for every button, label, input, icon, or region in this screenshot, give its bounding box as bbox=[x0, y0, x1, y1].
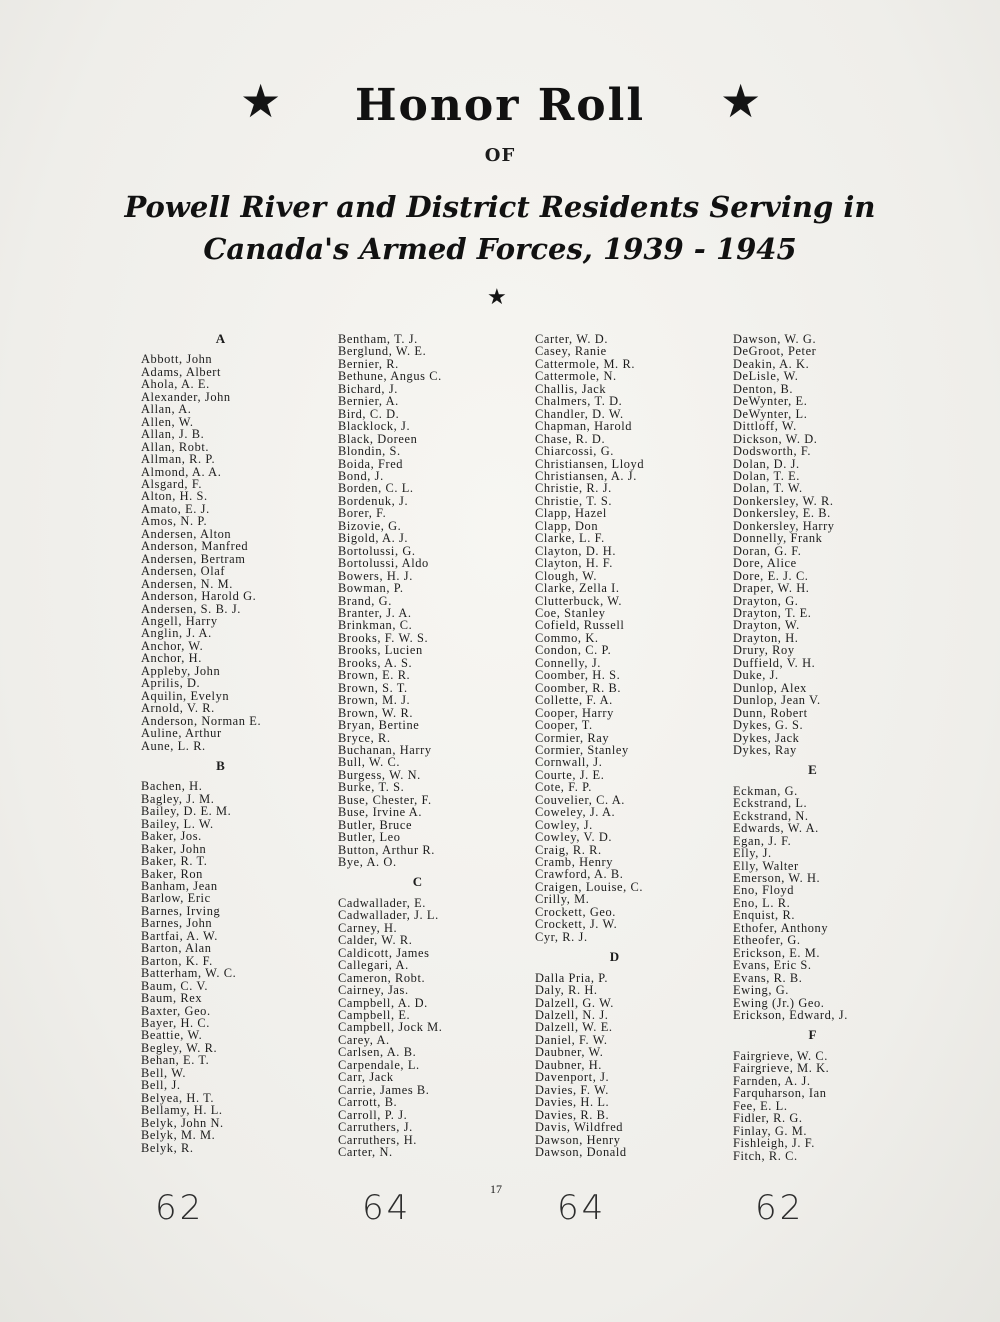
list-item: Appleby, John bbox=[141, 663, 221, 678]
list-item: Christiansen, Lloyd bbox=[535, 456, 645, 471]
list-item: Dalla Pria, P. bbox=[535, 970, 609, 985]
list-item: Barton, Alan bbox=[141, 941, 212, 956]
list-item: Dore, E. J. C. bbox=[733, 568, 809, 583]
list-item: DeWynter, E. bbox=[733, 394, 808, 409]
list-item: Dawson, Donald bbox=[535, 1145, 627, 1159]
list-item: Boida, Fred bbox=[338, 456, 404, 471]
list-item: Donkersley, W. R. bbox=[733, 493, 834, 508]
page-title: Honor Roll bbox=[354, 80, 646, 131]
list-item: Aquilin, Evelyn bbox=[141, 688, 230, 703]
list-item: Dalzell, N. J. bbox=[535, 1008, 609, 1023]
list-item: Alsgard, F. bbox=[141, 476, 203, 491]
list-item: Campbell, A. D. bbox=[338, 995, 428, 1010]
list-item: Egan, J. F. bbox=[733, 833, 792, 848]
list-item: Donkersley, Harry bbox=[733, 518, 835, 533]
list-item: Buse, Irvine A. bbox=[338, 805, 423, 820]
list-item: Alton, H. S. bbox=[141, 489, 208, 504]
list-item: Baum, C. V. bbox=[141, 978, 209, 993]
list-item: Brown, W. R. bbox=[338, 705, 414, 720]
list-item: Carroll, P. J. bbox=[338, 1107, 408, 1122]
list-item: Dunn, Robert bbox=[733, 705, 808, 720]
list-item: Butler, Bruce bbox=[338, 817, 413, 832]
list-item: Anderson, Norman E. bbox=[141, 713, 262, 728]
list-item: Allen, W. bbox=[141, 414, 194, 429]
list-item: Belyk, M. M. bbox=[141, 1128, 216, 1143]
list-item: Branter, J. A. bbox=[338, 605, 412, 620]
list-item: Clutterbuck, W. bbox=[535, 593, 623, 608]
names-column-2 bbox=[338, 333, 528, 1158]
list-item: Baxter, Geo. bbox=[141, 1003, 211, 1018]
list-item: Almond, A. A. bbox=[141, 464, 222, 479]
list-item: Crawford, A. B. bbox=[535, 867, 624, 882]
list-item: Davies, H. L. bbox=[535, 1095, 610, 1110]
list-item: Bryan, Bertine bbox=[338, 718, 420, 733]
list-item: Crockett, Geo. bbox=[535, 904, 617, 919]
list-item: Coomber, H. S. bbox=[535, 668, 621, 683]
list-item: Anchor, W. bbox=[141, 638, 204, 653]
list-item: Dodsworth, F. bbox=[733, 444, 812, 459]
list-item: Dalzell, G. W. bbox=[535, 995, 614, 1010]
list-item: Borden, C. L. bbox=[338, 481, 414, 496]
list-item: Connelly, J. bbox=[535, 655, 601, 670]
star-icon: ★ bbox=[487, 285, 507, 310]
list-item: Coomber, R. B. bbox=[535, 680, 622, 695]
list-item: Aune, L. R. bbox=[141, 738, 206, 753]
list-item: Berglund, W. E. bbox=[338, 344, 427, 359]
list-item: Button, Arthur R. bbox=[338, 842, 435, 857]
list-item: Anderson, Manfred bbox=[141, 539, 249, 554]
list-item: Barnes, Irving bbox=[141, 903, 221, 918]
list-item: DeWynter, L. bbox=[733, 406, 808, 421]
list-item: Fairgrieve, W. C. bbox=[733, 1048, 828, 1063]
list-item: Buchanan, Harry bbox=[338, 742, 432, 757]
list-item: Bowman, P. bbox=[338, 581, 404, 596]
list-item: Christiansen, A. J. bbox=[535, 468, 637, 483]
list-item: Caldicott, James bbox=[338, 945, 430, 960]
list-item: Casey, Ranie bbox=[535, 344, 607, 359]
list-item: Cooper, T. bbox=[535, 718, 593, 733]
list-item: Cowley, J. bbox=[535, 817, 593, 832]
list-item: Dykes, Ray bbox=[733, 742, 797, 757]
list-item: Carrie, James B. bbox=[338, 1082, 430, 1097]
list-item: Ahola, A. E. bbox=[141, 377, 210, 392]
list-item: Barton, K. F. bbox=[141, 953, 213, 968]
handwritten-count: 62 bbox=[755, 1188, 805, 1228]
list-item: Coe, Stanley bbox=[535, 605, 606, 620]
list-item: Erickson, Edward, J. bbox=[733, 1008, 848, 1023]
names-column-4 bbox=[733, 333, 923, 1162]
list-item: Crilly, M. bbox=[535, 892, 590, 907]
list-item: Campbell, E. bbox=[338, 1008, 411, 1023]
list-item: Carey, A. bbox=[338, 1032, 390, 1047]
list-item: Buse, Chester, F. bbox=[338, 792, 432, 807]
list-item: Cadwallader, E. bbox=[338, 895, 426, 910]
names-column-3 bbox=[535, 333, 725, 1158]
list-item: Eckstrand, L. bbox=[733, 796, 808, 811]
list-item: Baker, R. T. bbox=[141, 854, 208, 869]
list-item: Brooks, A. S. bbox=[338, 655, 413, 670]
list-item: Dolan, T. E. bbox=[733, 468, 800, 483]
list-item: Davies, R. B. bbox=[535, 1107, 610, 1122]
list-item: Batterham, W. C. bbox=[141, 966, 237, 981]
list-item: Couvelier, C. A. bbox=[535, 792, 625, 807]
list-item: Allan, Robt. bbox=[141, 439, 210, 454]
list-item: Abbott, John bbox=[141, 352, 213, 367]
list-item: Carruthers, H. bbox=[338, 1132, 417, 1147]
section-letter: B bbox=[216, 757, 226, 773]
list-item: Allan, J. B. bbox=[141, 427, 205, 442]
star-icon: ★ bbox=[720, 74, 762, 128]
section-letter: D bbox=[609, 949, 621, 965]
list-item: Bentham, T. J. bbox=[338, 332, 418, 346]
list-item: Farnden, A. J. bbox=[733, 1073, 811, 1088]
list-item: Bird, C. D. bbox=[338, 406, 400, 421]
list-item: Dolan, T. W. bbox=[733, 481, 803, 496]
list-item: Alexander, John bbox=[141, 389, 231, 404]
list-item: Andersen, Alton bbox=[141, 526, 232, 541]
list-item: Bailey, L. W. bbox=[141, 816, 214, 831]
list-item: Clough, W. bbox=[535, 568, 598, 583]
list-item: Cameron, Robt. bbox=[338, 970, 426, 985]
list-item: Clapp, Hazel bbox=[535, 506, 607, 521]
list-item: Drayton, W. bbox=[733, 618, 800, 633]
list-item: Clayton, D. H. bbox=[535, 543, 617, 558]
list-item: Emerson, W. H. bbox=[733, 871, 821, 886]
list-item: Dykes, G. S. bbox=[733, 718, 804, 733]
list-item: Andersen, Olaf bbox=[141, 564, 226, 579]
handwritten-count: 62 bbox=[155, 1188, 205, 1228]
list-item: Ethofer, Anthony bbox=[733, 920, 829, 935]
list-item: Carter, N. bbox=[338, 1145, 393, 1159]
list-item: Bethune, Angus C. bbox=[338, 369, 442, 384]
list-item: Fishleigh, J. F. bbox=[733, 1136, 815, 1151]
list-item: Brooks, Lucien bbox=[338, 643, 423, 658]
list-item: Courte, J. E. bbox=[535, 767, 605, 782]
list-item: Daubner, H. bbox=[535, 1057, 603, 1072]
list-item: Cramb, Henry bbox=[535, 855, 614, 870]
list-item: Fairgrieve, M. K. bbox=[733, 1061, 830, 1076]
star-icon: ★ bbox=[240, 74, 282, 128]
list-item: Chase, R. D. bbox=[535, 431, 606, 446]
list-item: Eckstrand, N. bbox=[733, 808, 809, 823]
list-item: Dykes, Jack bbox=[733, 730, 800, 745]
list-item: Christie, T. S. bbox=[535, 493, 613, 508]
list-item: Evans, Eric S. bbox=[733, 958, 812, 973]
list-item: Barnes, John bbox=[141, 916, 213, 931]
list-item: Daniel, F. W. bbox=[535, 1032, 608, 1047]
list-item: Edwards, W. A. bbox=[733, 821, 819, 836]
list-item: Ewing, G. bbox=[733, 983, 789, 998]
list-item: Brown, S. T. bbox=[338, 680, 408, 695]
list-item: Dickson, W. D. bbox=[733, 431, 818, 446]
list-item: Bellamy, H. L. bbox=[141, 1103, 223, 1118]
list-item: Bryce, R. bbox=[338, 730, 391, 745]
list-item: Davies, F. W. bbox=[535, 1082, 609, 1097]
list-item: Chiarcossi, G. bbox=[535, 444, 614, 459]
list-item: Dawson, W. G. bbox=[733, 332, 817, 346]
list-item: Burgess, W. N. bbox=[338, 767, 421, 782]
list-item: Bichard, J. bbox=[338, 381, 398, 396]
list-item: Chalmers, T. D. bbox=[535, 394, 623, 409]
list-item: Craigen, Louise, C. bbox=[535, 879, 644, 894]
list-item: Anglin, J. A. bbox=[141, 626, 212, 641]
list-item: Carrott, B. bbox=[338, 1095, 398, 1110]
list-item: Cormier, Stanley bbox=[535, 742, 629, 757]
list-item: Christie, R. J. bbox=[535, 481, 612, 496]
list-item: Enquist, R. bbox=[733, 908, 796, 923]
list-item: Clapp, Don bbox=[535, 518, 599, 533]
list-item: Fidler, R. G. bbox=[733, 1111, 803, 1126]
list-item: Dolan, D. J. bbox=[733, 456, 800, 471]
list-item: Carter, W. D. bbox=[535, 332, 609, 346]
list-item: Collette, F. A. bbox=[535, 693, 613, 708]
list-item: Condon, C. P. bbox=[535, 643, 612, 658]
list-item: Belyk, John N. bbox=[141, 1115, 224, 1130]
list-item: Etheofer, G. bbox=[733, 933, 801, 948]
list-item: Bond, J. bbox=[338, 468, 384, 483]
list-item: Craig, R. R. bbox=[535, 842, 602, 857]
list-item: Donkersley, E. B. bbox=[733, 506, 831, 521]
list-item: Arnold, V. R. bbox=[141, 701, 215, 716]
list-item: Bizovie, G. bbox=[338, 518, 402, 533]
list-item: Belyea, H. T. bbox=[141, 1090, 215, 1105]
list-item: Daubner, W. bbox=[535, 1045, 604, 1060]
list-item: Andersen, Bertram bbox=[141, 551, 246, 566]
list-item: Cattermole, M. R. bbox=[535, 356, 636, 371]
list-item: Clarke, L. F. bbox=[535, 531, 605, 546]
title-row bbox=[0, 74, 1000, 138]
list-item: Bowers, H. J. bbox=[338, 568, 413, 583]
list-item: Clayton, H. F. bbox=[535, 556, 613, 571]
list-item: Cairney, Jas. bbox=[338, 983, 409, 998]
list-item: Bell, W. bbox=[141, 1065, 187, 1080]
list-item: Drury, Roy bbox=[733, 643, 795, 658]
list-item: Davenport, J. bbox=[535, 1070, 610, 1085]
list-item: Carruthers, J. bbox=[338, 1120, 413, 1135]
list-item: Fee, E. L. bbox=[733, 1098, 788, 1113]
list-item: Challis, Jack bbox=[535, 381, 607, 396]
list-item: Amos, N. P. bbox=[141, 514, 208, 529]
subtitle-line-1: Powell River and District Residents Serving in bbox=[124, 190, 876, 224]
list-item: Callegari, A. bbox=[338, 958, 409, 973]
list-item: Brown, E. R. bbox=[338, 668, 411, 683]
list-item: Bordenuk, J. bbox=[338, 493, 409, 508]
list-item: Baker, John bbox=[141, 841, 207, 856]
list-item: Cofield, Russell bbox=[535, 618, 625, 633]
section-letter: C bbox=[412, 874, 424, 890]
list-item: Bell, J. bbox=[141, 1078, 181, 1093]
list-item: Carney, H. bbox=[338, 920, 398, 935]
list-item: Aprilis, D. bbox=[141, 676, 201, 691]
list-item: Farquharson, Ian bbox=[733, 1086, 827, 1101]
list-item: Baker, Ron bbox=[141, 866, 203, 881]
list-item: Brooks, F. W. S. bbox=[338, 630, 429, 645]
list-item: DeLisle, W. bbox=[733, 369, 799, 384]
list-item: Erickson, E. M. bbox=[733, 945, 821, 960]
list-item: Bagley, J. M. bbox=[141, 791, 215, 806]
list-item: Auline, Arthur bbox=[141, 726, 222, 741]
list-item: Bachen, H. bbox=[141, 779, 203, 794]
list-item: Campbell, Jock M. bbox=[338, 1020, 443, 1035]
list-item: Cowley, V. D. bbox=[535, 830, 613, 845]
list-item: Amato, E. J. bbox=[141, 501, 210, 516]
list-item: Eckman, G. bbox=[733, 783, 798, 798]
list-item: Drayton, H. bbox=[733, 630, 799, 645]
list-item: Doran, G. F. bbox=[733, 543, 802, 558]
list-item: Elly, Walter bbox=[733, 858, 799, 873]
list-item: Bernier, A. bbox=[338, 394, 399, 409]
list-item: Bortolussi, Aldo bbox=[338, 556, 429, 571]
list-item: Cornwall, J. bbox=[535, 755, 603, 770]
list-item: Baker, Jos. bbox=[141, 829, 202, 844]
list-item: Carlsen, A. B. bbox=[338, 1045, 417, 1060]
list-item: Commo, K. bbox=[535, 630, 599, 645]
list-item: Brown, M. J. bbox=[338, 693, 411, 708]
list-item: Dunlop, Jean V. bbox=[733, 693, 821, 708]
list-item: Eno, Floyd bbox=[733, 883, 795, 898]
list-item: DeGroot, Peter bbox=[733, 344, 817, 359]
list-item: Andersen, N. M. bbox=[141, 576, 233, 591]
list-item: Cattermole, N. bbox=[535, 369, 617, 384]
list-item: Begley, W. R. bbox=[141, 1040, 218, 1055]
list-item: Bigold, A. J. bbox=[338, 531, 409, 546]
list-item: Dittloff, W. bbox=[733, 419, 797, 434]
names-column-1 bbox=[141, 333, 331, 1154]
section-letter: E bbox=[808, 762, 818, 778]
list-item: Bartfai, A. W. bbox=[141, 928, 218, 943]
list-item: Draper, W. H. bbox=[733, 581, 810, 596]
list-item: Duffield, V. H. bbox=[733, 655, 816, 670]
list-item: Eno, L. R. bbox=[733, 895, 791, 910]
list-item: Carr, Jack bbox=[338, 1070, 394, 1085]
list-item: Bailey, D. E. M. bbox=[141, 804, 232, 819]
section-letter: A bbox=[215, 331, 227, 346]
list-item: Bayer, H. C. bbox=[141, 1016, 210, 1031]
list-item: Drayton, G. bbox=[733, 593, 799, 608]
list-item: Angell, Harry bbox=[141, 613, 218, 628]
list-item: Allman, R. P. bbox=[141, 452, 216, 467]
list-item: Evans, R. B. bbox=[733, 970, 803, 985]
list-item: Black, Doreen bbox=[338, 431, 418, 446]
list-item: Anderson, Harold G. bbox=[141, 589, 257, 604]
list-item: Bye, A. O. bbox=[338, 855, 397, 870]
list-item: Bull, W. C. bbox=[338, 755, 401, 770]
list-item: Allan, A. bbox=[141, 402, 192, 417]
list-item: Dalzell, W. E. bbox=[535, 1020, 613, 1035]
list-item: Banham, Jean bbox=[141, 879, 218, 894]
list-item: Bernier, R. bbox=[338, 356, 399, 371]
list-item: Carpendale, L. bbox=[338, 1057, 420, 1072]
list-item: Ewing (Jr.) Geo. bbox=[733, 995, 825, 1010]
list-item: Crockett, J. W. bbox=[535, 917, 618, 932]
list-item: Chandler, D. W. bbox=[535, 406, 624, 421]
list-item: Chapman, Harold bbox=[535, 419, 633, 434]
list-item: Duke, J. bbox=[733, 668, 779, 683]
list-item: Denton, B. bbox=[733, 381, 794, 396]
list-item: Adams, Albert bbox=[141, 364, 222, 379]
list-item: Blacklock, J. bbox=[338, 419, 411, 434]
list-item: Daly, R. H. bbox=[535, 983, 598, 998]
subtitle-line-2: Canada's Armed Forces, 1939 - 1945 bbox=[203, 232, 797, 266]
list-item: Borer, F. bbox=[338, 506, 387, 521]
list-item: Coweley, J. A. bbox=[535, 805, 616, 820]
list-item: Butler, Leo bbox=[338, 830, 401, 845]
list-item: Cormier, Ray bbox=[535, 730, 610, 745]
list-item: Brinkman, C. bbox=[338, 618, 413, 633]
list-item: Belyk, R. bbox=[141, 1140, 194, 1155]
list-item: Cooper, Harry bbox=[535, 705, 614, 720]
list-item: Anchor, H. bbox=[141, 651, 202, 666]
list-item: Cote, F. P. bbox=[535, 780, 592, 795]
list-item: Dawson, Henry bbox=[535, 1132, 621, 1147]
page-number: 17 bbox=[490, 1182, 502, 1196]
list-item: Clarke, Zella I. bbox=[535, 581, 620, 596]
list-item: Baum, Rex bbox=[141, 991, 203, 1006]
list-item: Finlay, G. M. bbox=[733, 1123, 808, 1138]
list-item: Dore, Alice bbox=[733, 556, 797, 571]
list-item: Cyr, R. J. bbox=[535, 929, 588, 944]
list-item: Fitch, R. C. bbox=[733, 1148, 798, 1163]
list-item: Deakin, A. K. bbox=[733, 356, 810, 371]
list-item: Barlow, Eric bbox=[141, 891, 211, 906]
handwritten-count: 64 bbox=[362, 1188, 412, 1228]
list-item: Blondin, S. bbox=[338, 444, 401, 459]
list-item: Davis, Wildfred bbox=[535, 1120, 624, 1135]
list-item: Brand, G. bbox=[338, 593, 392, 608]
list-item: Dunlop, Alex bbox=[733, 680, 807, 695]
handwritten-count: 64 bbox=[557, 1188, 607, 1228]
list-item: Beattie, W. bbox=[141, 1028, 203, 1043]
list-item: Cadwallader, J. L. bbox=[338, 908, 439, 923]
section-letter: F bbox=[808, 1027, 818, 1043]
list-item: Behan, E. T. bbox=[141, 1053, 210, 1068]
list-item: Elly, J. bbox=[733, 846, 772, 861]
list-item: Drayton, T. E. bbox=[733, 605, 812, 620]
title-of: OF bbox=[484, 145, 516, 166]
list-item: Donnelly, Frank bbox=[733, 531, 823, 546]
list-item: Bortolussi, G. bbox=[338, 543, 416, 558]
list-item: Calder, W. R. bbox=[338, 933, 413, 948]
list-item: Burke, T. S. bbox=[338, 780, 405, 795]
list-item: Andersen, S. B. J. bbox=[141, 601, 241, 616]
